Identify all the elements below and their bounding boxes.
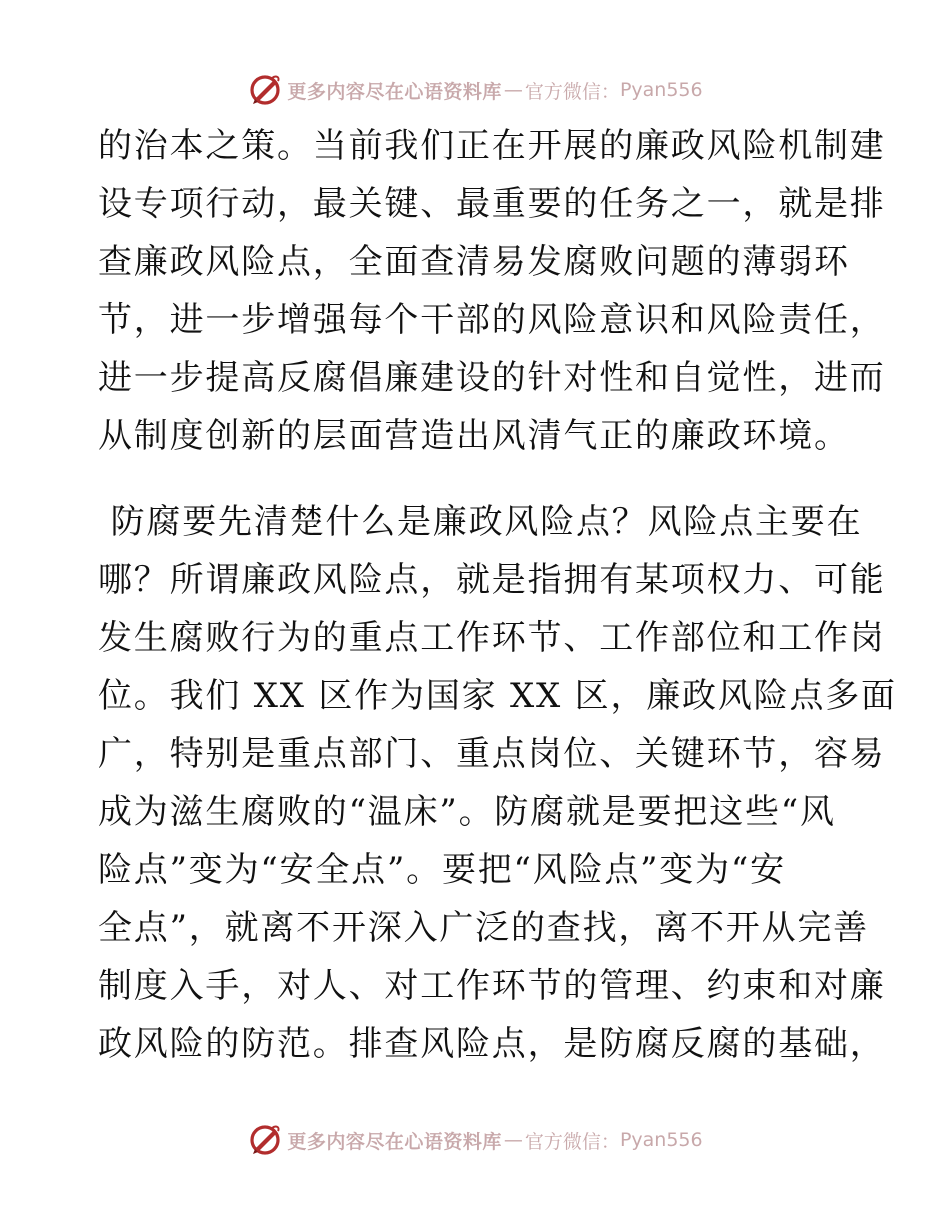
paragraph-spacer — [98, 465, 858, 493]
text-line: 查廉政风险点，全面查清易发腐败问题的薄弱环 — [98, 242, 850, 282]
header-banner — [0, 70, 950, 110]
text-line: 制度入手，对人、对工作环节的管理、约束和对廉 — [98, 966, 886, 1006]
text-line: 进一步提高反腐倡廉建设的针对性和自觉性，进而 — [98, 358, 886, 398]
text-line: 广，特别是重点部门、重点岗位、关键环节，容易 — [98, 734, 886, 774]
text-line: 防腐要先清楚什么是廉政风险点？风险点主要在 — [98, 502, 863, 542]
text-line: 政风险的防范。排查风险点，是防腐反腐的基础， — [98, 1024, 886, 1064]
text-line: 哪？所谓廉政风险点，就是指拥有某项权力、可能 — [98, 560, 886, 600]
text-line: 设专项行动，最关键、最重要的任务之一，就是排 — [98, 184, 886, 224]
text-line: 险点”变为“安全点”。要把“风险点”变为“安 — [98, 850, 786, 890]
banner-wechat-id: Pyan556 — [619, 79, 703, 101]
text-line: 成为滋生腐败的“温床”。防腐就是要把这些“风 — [98, 792, 836, 832]
banner-text: 更多内容尽在心语资料库 — [287, 1130, 502, 1153]
pen-logo-icon — [247, 72, 283, 108]
banner-wechat-label: 官方微信： — [524, 1130, 620, 1153]
text-line: 节，进一步增强每个干部的风险意识和风险责任， — [98, 300, 886, 340]
text-line: 发生腐败行为的重点工作环节、工作部位和工作岗 — [98, 618, 886, 658]
banner-wechat-label: 官方微信： — [524, 80, 620, 103]
footer-banner — [0, 1120, 950, 1160]
banner-text: 更多内容尽在心语资料库 — [287, 80, 502, 103]
banner-separator: — — [503, 1129, 523, 1151]
text-line: 位。我们 XX 区作为国家 XX 区，廉政风险点多面 — [98, 676, 897, 716]
text-line: 全点”，就离不开深入广泛的查找，离不开从完善 — [98, 908, 869, 948]
text-line: 的治本之策。当前我们正在开展的廉政风险机制建 — [98, 126, 886, 166]
document-body — [98, 117, 897, 1073]
paragraph-1 — [98, 117, 886, 465]
banner-separator: — — [503, 79, 523, 101]
banner-wechat-id: Pyan556 — [619, 1129, 703, 1151]
paragraph-2 — [98, 493, 897, 1073]
pen-logo-icon — [247, 1122, 283, 1158]
text-line: 从制度创新的层面营造出风清气正的廉政环境。 — [98, 416, 850, 456]
